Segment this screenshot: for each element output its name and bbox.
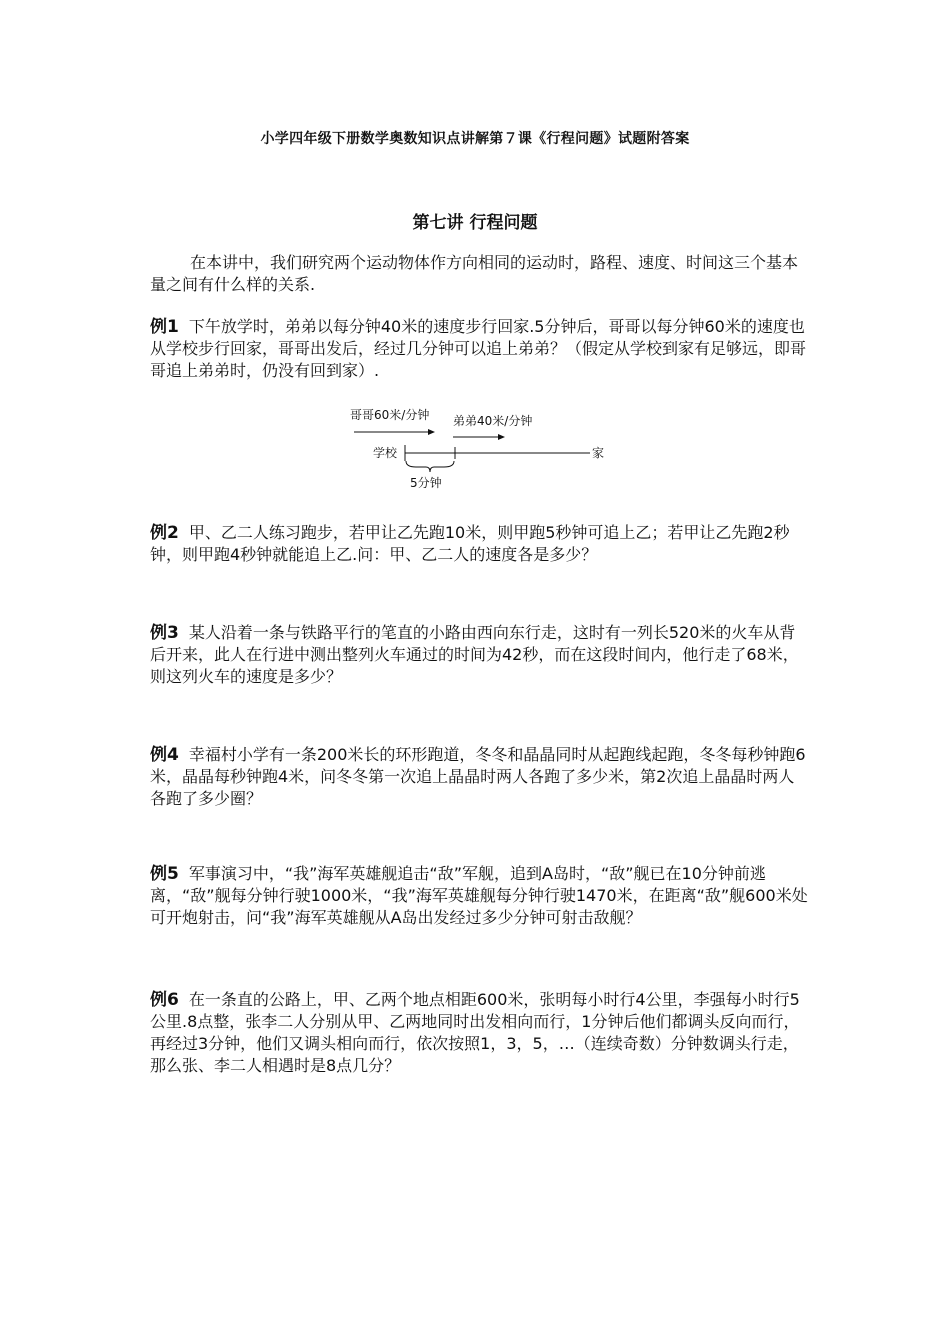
example-6 <box>150 989 810 1077</box>
example-label: 例5 <box>150 864 179 884</box>
school-label: 学校 <box>373 446 398 460</box>
intro-paragraph: 在本讲中，我们研究两个运动物体作方向相同的运动时，路程、速度、时间这三个基本量之间有什么样的关系. <box>150 253 799 294</box>
younger-arrowhead-icon <box>498 434 505 440</box>
brother-speed-label: 哥哥60米/分钟 <box>350 408 430 422</box>
example-4 <box>150 744 810 810</box>
brother-arrowhead-icon <box>428 429 435 435</box>
example-text: 幸福村小学有一条200米长的环形跑道，冬冬和晶晶同时从起跑线起跑，冬冬每秒钟跑6米，晶晶每秒钟跑4米，问冬冬第一次追上晶晶时两人各跑了多少米，第2次追上晶晶时两人各跑了多少圈？ <box>150 745 806 808</box>
example-text: 甲、乙二人练习跑步，若甲让乙先跑10米，则甲跑5秒钟可追上乙；若甲让乙先跑2秒钟，则甲跑4秒钟就能追上乙.问：甲、乙二人的速度各是多少？ <box>150 523 790 564</box>
example-label: 例6 <box>150 990 179 1010</box>
example-text: 在一条直的公路上，甲、乙两个地点相距600米，张明每小时行4公里，李强每小时行5公里.8点整，张李二人分别从甲、乙两地同时出发相向而行，1分钟后他们都调头反向而行，再经过3分钟，他们又调头相向而行，依次按照1，3，5，…（连续奇数）分钟数调头行走，那么张、李二人相遇时是8点几分？ <box>150 990 800 1075</box>
gap-label: 5分钟 <box>410 476 442 490</box>
example-label: 例3 <box>150 623 179 643</box>
example-label: 例2 <box>150 523 179 543</box>
example-1 <box>150 316 810 382</box>
example-text: 军事演习中，“我”海军英雄舰追击“敌”军舰，追到A岛时，“敌”舰已在10分钟前逃离，“敌”舰每分钟行驶1000米，“我”海军英雄舰每分钟行驶1470米，在距离“敌”舰600米处可开炮射击，问“我”海军英雄舰从A岛出发经过多少分钟可射击敌舰？ <box>150 864 808 927</box>
gap-brace <box>406 461 454 472</box>
example-label: 例4 <box>150 745 179 765</box>
lecture-title: 第七讲 行程问题 <box>412 213 538 233</box>
home-label: 家 <box>592 446 605 460</box>
example-text: 下午放学时，弟弟以每分钟40米的速度步行回家.5分钟后，哥哥以每分钟60米的速度也从学校步行回家，哥哥出发后，经过几分钟可以追上弟弟？（假定从学校到家有足够远，即哥哥追上弟弟时，仍没有回到家）. <box>150 317 807 380</box>
example-5 <box>150 863 810 929</box>
younger-speed-label: 弟弟40米/分钟 <box>453 414 533 428</box>
example-text: 某人沿着一条与铁路平行的笔直的小路由西向东行走，这时有一列长520米的火车从背后开来，此人在行进中测出整列火车通过的时间为42秒，而在这段时间内，他行走了68米，则这列火车的速度是多少？ <box>150 623 799 686</box>
chase-diagram <box>340 405 640 500</box>
example-2 <box>150 522 810 566</box>
example-label: 例1 <box>150 317 179 337</box>
example-3 <box>150 622 810 688</box>
document-title: 小学四年级下册数学奥数知识点讲解第７课《行程问题》试题附答案 <box>260 131 690 147</box>
